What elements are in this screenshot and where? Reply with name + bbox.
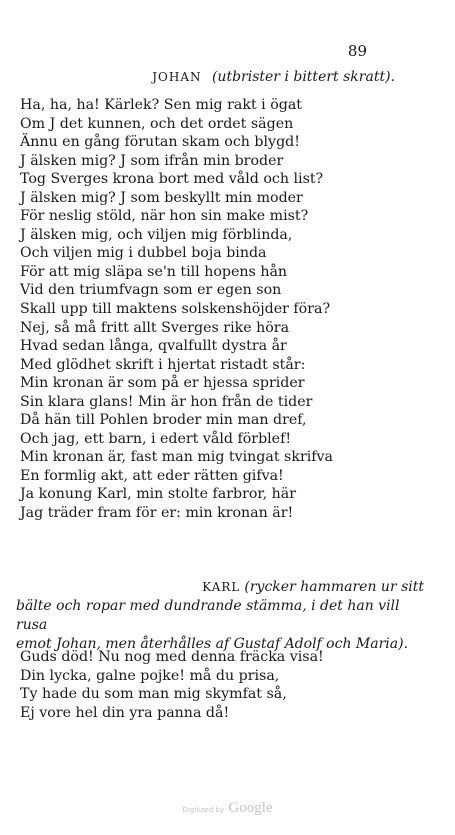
verse-line: Med glödhet skrift i hjertat ristadt står: — [20, 356, 306, 373]
speaker-name: KARL — [202, 580, 241, 594]
verse-line: Din lycka, galne pojke! må du prisa, — [20, 667, 280, 684]
stage-direction-line — [16, 578, 424, 597]
watermark-prefix: Digitized by — [182, 806, 225, 814]
verse-line: Då hän till Pohlen broder min man dref, — [20, 412, 307, 429]
page-number: 89 — [347, 42, 367, 60]
verse-line: J älsken mig? J som beskyllt min moder — [20, 189, 303, 206]
speaker-heading-johan — [152, 70, 395, 84]
speaker-name: JOHAN — [152, 70, 202, 84]
verse-line: Sin klara glans! Min är hon från de tider — [20, 393, 313, 410]
verse-line: Min kronan är, fast man mig tvingat skrifva — [20, 449, 333, 466]
verse-line: Ja konung Karl, min stolte farbror, här — [20, 486, 297, 503]
google-logo: Google — [228, 800, 273, 816]
verse-line: För att mig släpa se'n till hopens hån — [20, 263, 288, 280]
verse-line: Hvad sedan långa, qvalfullt dystra år — [20, 338, 287, 355]
verse-line: Ha, ha, ha! Kärlek? Sen mig rakt i ögat — [20, 97, 302, 113]
stage-direction-karl — [16, 578, 424, 654]
verse-line: Om J det kunnen, och det ordet sägen — [20, 115, 294, 132]
verse-line: Jag träder fram för er: min kronan är! — [20, 505, 294, 522]
verse-line: Skall upp till maktens solskenshöjder föra? — [20, 301, 331, 318]
verse-line: J älsken mig? J som ifrån min broder — [20, 152, 284, 169]
verse-line: J älsken mig, och viljen mig förblinda, — [20, 226, 293, 243]
speaker-direction: (utbrister i bittert skratt). — [211, 69, 395, 85]
verse-line: Ännu en gång förutan skam och blygd! — [20, 134, 300, 151]
verse-line: Guds död! Nu nog med denna fräcka visa! — [20, 649, 324, 665]
digitized-watermark — [0, 800, 455, 817]
verse-line: Nej, så må fritt allt Sverges rike höra — [20, 319, 290, 336]
stage-direction-line: bälte och ropar med dundrande stämma, i det han vill rusa — [16, 598, 400, 633]
verse-line: En formlig akt, att eder rätten gifva! — [20, 467, 284, 484]
verse-block-karl — [20, 648, 324, 722]
verse-line: Ej vore hel din yra panna då! — [20, 704, 230, 721]
stage-direction-line: emot Johan, men återhålles af Gustaf Adolf och Maria). — [16, 636, 409, 652]
verse-line: Tog Sverges krona bort med våld och list? — [20, 171, 324, 188]
verse-line: Ty hade du som man mig skymfat så, — [20, 686, 287, 703]
verse-block-johan — [20, 96, 333, 523]
verse-line: Min kronan är som på er hjessa sprider — [20, 375, 305, 392]
verse-line: Vid den triumfvagn som er egen son — [20, 282, 282, 299]
verse-line: Och viljen mig i dubbel boja binda — [20, 245, 267, 262]
verse-line: Och jag, ett barn, i edert våld förblef! — [20, 430, 292, 447]
stage-direction-text: (rycker hammaren ur sitt — [244, 579, 424, 595]
verse-line: För neslig stöld, när hon sin make mist? — [20, 208, 309, 225]
